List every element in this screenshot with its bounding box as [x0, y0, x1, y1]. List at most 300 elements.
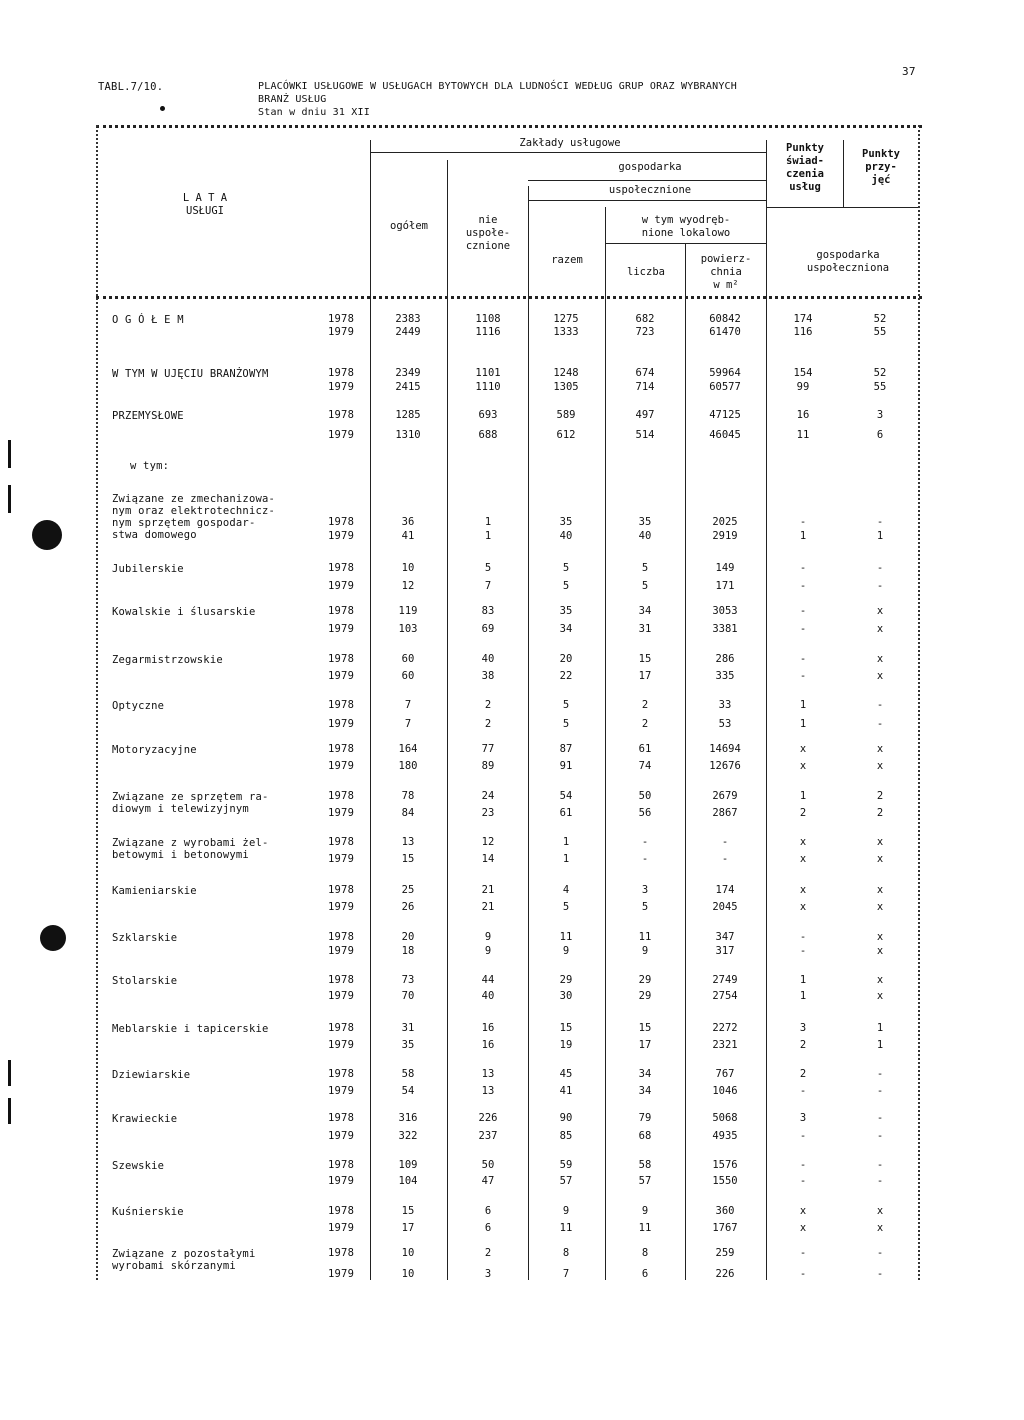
cell-razem: 1 — [562, 853, 570, 865]
cell-razem: 4 — [562, 884, 570, 896]
cell-razem: 19 — [559, 1039, 573, 1051]
col-sep-razem — [605, 207, 606, 1280]
cell-razem: 45 — [559, 1068, 573, 1080]
cell-powierz: 2272 — [712, 1022, 738, 1034]
table-title-line2: BRANŻ USŁUG — [258, 94, 327, 105]
cell-punkty-swiad: 116 — [793, 326, 813, 338]
cell-razem: 11 — [559, 1222, 573, 1234]
cell-nieuspol: 24 — [481, 790, 495, 802]
cell-ogolem: 103 — [398, 623, 418, 635]
header-bottom-border — [96, 296, 922, 299]
row-year: 1979 — [328, 760, 355, 772]
cell-powierz: 2045 — [712, 901, 738, 913]
cell-powierz: - — [721, 853, 729, 865]
cell-ogolem: 25 — [401, 884, 415, 896]
cell-ogolem: 20 — [401, 931, 415, 943]
row-year: 1978 — [328, 1205, 355, 1217]
table-subtitle: Stan w dniu 31 XII — [258, 107, 370, 118]
cell-punkty-przyj: x — [876, 836, 884, 848]
cell-ogolem: 73 — [401, 974, 415, 986]
cell-razem: 1333 — [553, 326, 579, 338]
cell-razem: 5 — [562, 562, 570, 574]
cell-liczba: 5 — [641, 901, 649, 913]
cell-punkty-swiad: 16 — [796, 409, 810, 421]
cell-punkty-przyj: - — [876, 1085, 884, 1097]
cell-punkty-przyj: - — [876, 516, 884, 528]
cell-powierz: 360 — [715, 1205, 735, 1217]
row-label: w tym: — [130, 460, 170, 472]
cell-punkty-swiad: - — [799, 670, 807, 682]
header-razem: razem — [551, 254, 583, 266]
cell-ogolem: 10 — [401, 1247, 415, 1259]
cell-powierz: 226 — [715, 1268, 735, 1280]
cell-punkty-przyj: 1 — [876, 1022, 884, 1034]
col-sep-powierz — [766, 140, 767, 1280]
cell-nieuspol: 1116 — [475, 326, 501, 338]
cell-ogolem: 164 — [398, 743, 418, 755]
cell-liczba: 68 — [638, 1130, 652, 1142]
cell-ogolem: 78 — [401, 790, 415, 802]
row-label: Meblarskie i tapicerskie — [112, 1023, 269, 1035]
cell-liczba: 497 — [635, 409, 655, 421]
cell-punkty-przyj: x — [876, 990, 884, 1002]
row-year: 1978 — [328, 790, 355, 802]
row-year: 1979 — [328, 1175, 355, 1187]
cell-razem: 34 — [559, 623, 573, 635]
header-wtym: w tym wyodręb- nione lokalowo — [641, 214, 731, 239]
cell-punkty-swiad: x — [799, 1205, 807, 1217]
cell-powierz: 47125 — [709, 409, 741, 421]
cell-nieuspol: 16 — [481, 1039, 495, 1051]
cell-punkty-swiad: x — [799, 853, 807, 865]
row-year: 1978 — [328, 516, 355, 528]
cell-liczba: 2 — [641, 718, 649, 730]
row-label: Dziewiarskie — [112, 1069, 191, 1081]
cell-liczba: 40 — [638, 530, 652, 542]
punch-hole-mark — [40, 925, 66, 951]
cell-punkty-swiad: - — [799, 605, 807, 617]
cell-ogolem: 26 — [401, 901, 415, 913]
cell-ogolem: 316 — [398, 1112, 418, 1124]
cell-punkty-swiad: - — [799, 1247, 807, 1259]
header-gosp-uspol: gospodarka uspołeczniona — [806, 249, 890, 274]
rule-zaklady — [370, 152, 766, 153]
cell-nieuspol: 688 — [478, 429, 498, 441]
cell-razem: 1275 — [553, 313, 579, 325]
cell-liczba: 17 — [638, 1039, 652, 1051]
cell-razem: 1248 — [553, 367, 579, 379]
cell-ogolem: 322 — [398, 1130, 418, 1142]
cell-liczba: 6 — [641, 1268, 649, 1280]
cell-ogolem: 35 — [401, 1039, 415, 1051]
header-ogolem: ogółem — [390, 220, 428, 232]
row-year: 1978 — [328, 313, 355, 325]
margin-bar — [8, 1060, 11, 1086]
row-year: 1978 — [328, 605, 355, 617]
cell-powierz: 5068 — [712, 1112, 738, 1124]
row-year: 1979 — [328, 901, 355, 913]
row-label: O G Ó Ł E M — [112, 314, 184, 326]
page-number: 37 — [902, 65, 916, 78]
cell-punkty-swiad: x — [799, 836, 807, 848]
cell-ogolem: 10 — [401, 562, 415, 574]
table-id: TABL.7/10. — [98, 81, 164, 93]
cell-punkty-swiad: - — [799, 1268, 807, 1280]
cell-nieuspol: 77 — [481, 743, 495, 755]
cell-nieuspol: 693 — [478, 409, 498, 421]
cell-ogolem: 17 — [401, 1222, 415, 1234]
cell-powierz: 1767 — [712, 1222, 738, 1234]
cell-liczba: 723 — [635, 326, 655, 338]
row-year: 1978 — [328, 562, 355, 574]
cell-powierz: 60842 — [709, 313, 741, 325]
cell-powierz: - — [721, 836, 729, 848]
cell-punkty-swiad: - — [799, 1130, 807, 1142]
cell-razem: 8 — [562, 1247, 570, 1259]
cell-nieuspol: 40 — [481, 990, 495, 1002]
row-year: 1979 — [328, 429, 355, 441]
cell-ogolem: 2449 — [395, 326, 421, 338]
row-year: 1979 — [328, 381, 355, 393]
cell-powierz: 767 — [715, 1068, 735, 1080]
cell-razem: 9 — [562, 1205, 570, 1217]
cell-liczba: - — [641, 836, 649, 848]
cell-punkty-swiad: 3 — [799, 1112, 807, 1124]
cell-nieuspol: 14 — [481, 853, 495, 865]
row-label: Związane z wyrobami żel- betowymi i betonowymi — [112, 837, 269, 861]
cell-nieuspol: 69 — [481, 623, 495, 635]
cell-powierz: 1550 — [712, 1175, 738, 1187]
table-right-border — [918, 125, 920, 1280]
cell-ogolem: 12 — [401, 580, 415, 592]
row-label: W TYM W UJĘCIU BRANŻOWYM — [112, 368, 269, 380]
row-label: PRZEMYSŁOWE — [112, 410, 184, 422]
cell-punkty-przyj: - — [876, 1175, 884, 1187]
row-label: Kowalskie i ślusarskie — [112, 606, 256, 618]
cell-punkty-przyj: - — [876, 1247, 884, 1259]
cell-punkty-przyj: x — [876, 853, 884, 865]
cell-punkty-przyj: x — [876, 901, 884, 913]
cell-punkty-swiad: - — [799, 1085, 807, 1097]
cell-liczba: 9 — [641, 945, 649, 957]
cell-liczba: 57 — [638, 1175, 652, 1187]
row-label: Kuśnierskie — [112, 1206, 184, 1218]
row-label: Związane ze zmechanizowa- nym oraz elektrotechnicz- nym sprzętem gospodar- stwa domowego — [112, 493, 276, 541]
row-label: Szklarskie — [112, 932, 178, 944]
cell-ogolem: 15 — [401, 1205, 415, 1217]
cell-punkty-przyj: x — [876, 623, 884, 635]
cell-nieuspol: 7 — [484, 580, 492, 592]
cell-punkty-przyj: 52 — [873, 313, 887, 325]
cell-nieuspol: 83 — [481, 605, 495, 617]
cell-punkty-swiad: 2 — [799, 807, 807, 819]
cell-nieuspol: 9 — [484, 945, 492, 957]
cell-razem: 35 — [559, 605, 573, 617]
cell-liczba: 2 — [641, 699, 649, 711]
row-year: 1978 — [328, 743, 355, 755]
row-year: 1979 — [328, 1268, 355, 1280]
punch-hole-mark — [32, 520, 62, 550]
cell-powierz: 2679 — [712, 790, 738, 802]
row-year: 1978 — [328, 409, 355, 421]
cell-punkty-przyj: x — [876, 670, 884, 682]
cell-liczba: 74 — [638, 760, 652, 772]
cell-punkty-przyj: - — [876, 1068, 884, 1080]
cell-punkty-przyj: 55 — [873, 326, 887, 338]
cell-punkty-swiad: 174 — [793, 313, 813, 325]
cell-nieuspol: 1 — [484, 516, 492, 528]
cell-razem: 85 — [559, 1130, 573, 1142]
cell-punkty-swiad: x — [799, 760, 807, 772]
cell-razem: 57 — [559, 1175, 573, 1187]
cell-razem: 54 — [559, 790, 573, 802]
row-year: 1978 — [328, 1112, 355, 1124]
cell-punkty-swiad: - — [799, 562, 807, 574]
cell-punkty-swiad: 1 — [799, 790, 807, 802]
row-year: 1978 — [328, 1068, 355, 1080]
cell-powierz: 2749 — [712, 974, 738, 986]
cell-ogolem: 7 — [404, 718, 412, 730]
cell-liczba: 682 — [635, 313, 655, 325]
cell-powierz: 171 — [715, 580, 735, 592]
cell-punkty-swiad: 3 — [799, 1022, 807, 1034]
cell-ogolem: 15 — [401, 853, 415, 865]
cell-ogolem: 13 — [401, 836, 415, 848]
cell-nieuspol: 237 — [478, 1130, 498, 1142]
table-top-border — [96, 125, 922, 128]
cell-ogolem: 70 — [401, 990, 415, 1002]
cell-powierz: 61470 — [709, 326, 741, 338]
cell-nieuspol: 21 — [481, 884, 495, 896]
row-year: 1979 — [328, 1085, 355, 1097]
cell-liczba: 5 — [641, 562, 649, 574]
row-year: 1979 — [328, 807, 355, 819]
cell-liczba: 9 — [641, 1205, 649, 1217]
row-year: 1978 — [328, 1159, 355, 1171]
cell-powierz: 335 — [715, 670, 735, 682]
row-label: Jubilerskie — [112, 563, 184, 575]
cell-razem: 9 — [562, 945, 570, 957]
cell-liczba: 514 — [635, 429, 655, 441]
cell-powierz: 2754 — [712, 990, 738, 1002]
stub-header: L A T A USŁUGI — [182, 192, 228, 217]
cell-liczba: 29 — [638, 990, 652, 1002]
cell-punkty-swiad: 2 — [799, 1039, 807, 1051]
row-label: Zegarmistrzowskie — [112, 654, 223, 666]
cell-ogolem: 31 — [401, 1022, 415, 1034]
cell-punkty-swiad: x — [799, 743, 807, 755]
cell-nieuspol: 89 — [481, 760, 495, 772]
cell-liczba: 15 — [638, 1022, 652, 1034]
cell-razem: 41 — [559, 1085, 573, 1097]
cell-nieuspol: 3 — [484, 1268, 492, 1280]
cell-punkty-przyj: 52 — [873, 367, 887, 379]
cell-nieuspol: 226 — [478, 1112, 498, 1124]
cell-ogolem: 10 — [401, 1268, 415, 1280]
cell-powierz: 347 — [715, 931, 735, 943]
cell-nieuspol: 50 — [481, 1159, 495, 1171]
margin-bar — [8, 440, 11, 468]
cell-powierz: 2025 — [712, 516, 738, 528]
cell-razem: 35 — [559, 516, 573, 528]
cell-ogolem: 1310 — [395, 429, 421, 441]
cell-punkty-przyj: - — [876, 580, 884, 592]
cell-razem: 91 — [559, 760, 573, 772]
cell-nieuspol: 2 — [484, 699, 492, 711]
cell-liczba: 11 — [638, 931, 652, 943]
cell-powierz: 174 — [715, 884, 735, 896]
cell-ogolem: 2349 — [395, 367, 421, 379]
cell-punkty-przyj: 1 — [876, 1039, 884, 1051]
cell-razem: 589 — [556, 409, 576, 421]
cell-liczba: 31 — [638, 623, 652, 635]
cell-nieuspol: 6 — [484, 1222, 492, 1234]
cell-nieuspol: 38 — [481, 670, 495, 682]
table-left-border — [96, 125, 98, 1280]
cell-liczba: 5 — [641, 580, 649, 592]
rule-gosp — [528, 180, 766, 181]
cell-punkty-swiad: 1 — [799, 974, 807, 986]
margin-bar — [8, 1098, 11, 1124]
cell-punkty-swiad: 154 — [793, 367, 813, 379]
cell-razem: 59 — [559, 1159, 573, 1171]
cell-powierz: 3053 — [712, 605, 738, 617]
cell-liczba: 3 — [641, 884, 649, 896]
cell-powierz: 2321 — [712, 1039, 738, 1051]
cell-ogolem: 58 — [401, 1068, 415, 1080]
row-year: 1979 — [328, 853, 355, 865]
cell-nieuspol: 13 — [481, 1085, 495, 1097]
cell-razem: 1 — [562, 836, 570, 848]
cell-punkty-przyj: 2 — [876, 790, 884, 802]
cell-ogolem: 119 — [398, 605, 418, 617]
cell-razem: 61 — [559, 807, 573, 819]
cell-liczba: 56 — [638, 807, 652, 819]
cell-ogolem: 36 — [401, 516, 415, 528]
cell-punkty-swiad: x — [799, 901, 807, 913]
header-punkty-przyj: Punkty przy- jęć — [862, 148, 900, 186]
cell-punkty-swiad: 1 — [799, 699, 807, 711]
cell-ogolem: 7 — [404, 699, 412, 711]
cell-razem: 15 — [559, 1022, 573, 1034]
rule-wtym — [605, 243, 766, 244]
header-gosp: gospodarka — [618, 161, 682, 173]
cell-powierz: 259 — [715, 1247, 735, 1259]
cell-liczba: 61 — [638, 743, 652, 755]
row-year: 1979 — [328, 1039, 355, 1051]
bullet-dot — [160, 106, 165, 111]
row-year: 1978 — [328, 367, 355, 379]
header-punkty-swiad: Punkty świad- czenia usług — [786, 142, 824, 193]
cell-liczba: 8 — [641, 1247, 649, 1259]
cell-powierz: 60577 — [709, 381, 741, 393]
header-liczba: liczba — [627, 266, 665, 278]
cell-liczba: 674 — [635, 367, 655, 379]
row-label: Optyczne — [112, 700, 165, 712]
col-sep-ogolem — [447, 160, 448, 1280]
row-year: 1979 — [328, 623, 355, 635]
cell-nieuspol: 47 — [481, 1175, 495, 1187]
cell-nieuspol: 2 — [484, 718, 492, 730]
cell-razem: 5 — [562, 901, 570, 913]
cell-punkty-przyj: - — [876, 718, 884, 730]
cell-powierz: 1046 — [712, 1085, 738, 1097]
cell-razem: 1305 — [553, 381, 579, 393]
cell-powierz: 317 — [715, 945, 735, 957]
row-label: Motoryzacyjne — [112, 744, 197, 756]
cell-powierz: 14694 — [709, 743, 741, 755]
cell-liczba: 34 — [638, 605, 652, 617]
cell-razem: 90 — [559, 1112, 573, 1124]
cell-punkty-przyj: 3 — [876, 409, 884, 421]
cell-punkty-przyj: 2 — [876, 807, 884, 819]
cell-powierz: 46045 — [709, 429, 741, 441]
table-title: PLACÓWKI USŁUGOWE W USŁUGACH BYTOWYCH DLA LUDNOŚCI WEDŁUG GRUP ORAZ WYBRANYCH — [258, 81, 737, 92]
cell-punkty-swiad: - — [799, 931, 807, 943]
cell-razem: 612 — [556, 429, 576, 441]
cell-powierz: 149 — [715, 562, 735, 574]
cell-powierz: 2867 — [712, 807, 738, 819]
row-year: 1979 — [328, 530, 355, 542]
row-year: 1979 — [328, 990, 355, 1002]
row-label: Stolarskie — [112, 975, 178, 987]
row-year: 1978 — [328, 884, 355, 896]
cell-punkty-przyj: x — [876, 1222, 884, 1234]
cell-nieuspol: 16 — [481, 1022, 495, 1034]
row-year: 1979 — [328, 1130, 355, 1142]
cell-nieuspol: 1 — [484, 530, 492, 542]
row-year: 1978 — [328, 653, 355, 665]
cell-punkty-przyj: - — [876, 1268, 884, 1280]
cell-liczba: 11 — [638, 1222, 652, 1234]
cell-punkty-przyj: x — [876, 974, 884, 986]
cell-powierz: 33 — [718, 699, 732, 711]
cell-powierz: 286 — [715, 653, 735, 665]
cell-ogolem: 1285 — [395, 409, 421, 421]
cell-liczba: 58 — [638, 1159, 652, 1171]
cell-ogolem: 109 — [398, 1159, 418, 1171]
cell-razem: 29 — [559, 974, 573, 986]
cell-liczba: 29 — [638, 974, 652, 986]
cell-punkty-przyj: 1 — [876, 530, 884, 542]
cell-ogolem: 104 — [398, 1175, 418, 1187]
cell-nieuspol: 44 — [481, 974, 495, 986]
cell-punkty-przyj: 55 — [873, 381, 887, 393]
cell-punkty-swiad: - — [799, 1159, 807, 1171]
cell-liczba: 34 — [638, 1068, 652, 1080]
row-label: Krawieckie — [112, 1113, 178, 1125]
header-nieuspol: nie uspołe- cznione — [465, 214, 511, 252]
cell-nieuspol: 1110 — [475, 381, 501, 393]
row-year: 1979 — [328, 1222, 355, 1234]
cell-nieuspol: 21 — [481, 901, 495, 913]
cell-ogolem: 18 — [401, 945, 415, 957]
cell-ogolem: 180 — [398, 760, 418, 772]
cell-punkty-przyj: x — [876, 945, 884, 957]
cell-punkty-przyj: - — [876, 1159, 884, 1171]
cell-ogolem: 2383 — [395, 313, 421, 325]
row-label: Kamieniarskie — [112, 885, 197, 897]
cell-punkty-przyj: 6 — [876, 429, 884, 441]
row-year: 1978 — [328, 931, 355, 943]
cell-powierz: 12676 — [709, 760, 741, 772]
cell-punkty-swiad: x — [799, 884, 807, 896]
cell-nieuspol: 5 — [484, 562, 492, 574]
cell-liczba: 50 — [638, 790, 652, 802]
rule-punkty — [766, 207, 918, 208]
row-year: 1979 — [328, 945, 355, 957]
cell-ogolem: 60 — [401, 670, 415, 682]
